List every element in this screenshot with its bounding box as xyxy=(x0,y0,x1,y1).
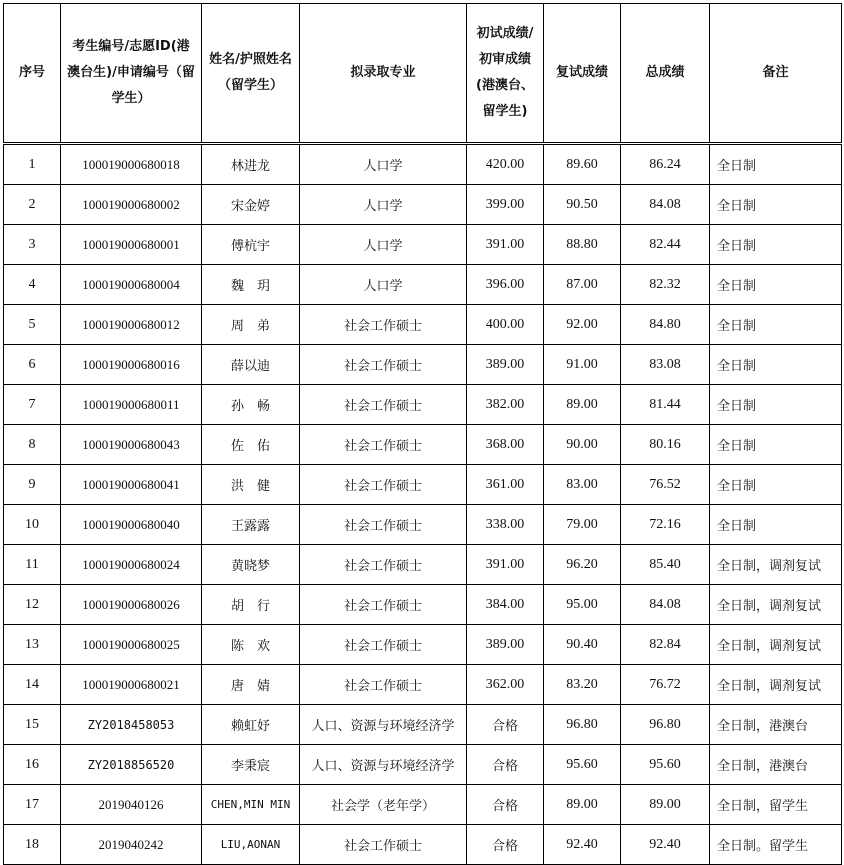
cell-seq: 6 xyxy=(4,345,61,385)
cell-seq: 9 xyxy=(4,465,61,505)
cell-name: 胡 行 xyxy=(202,585,300,625)
header-name: 姓名/护照姓名（留学生） xyxy=(202,4,300,144)
cell-name: 薛以迪 xyxy=(202,345,300,385)
cell-name: 唐 婧 xyxy=(202,665,300,705)
table-row xyxy=(4,785,842,825)
cell-major: 社会工作硕士 xyxy=(300,465,467,505)
cell-name: 魏 玥 xyxy=(202,265,300,305)
cell-name: 佐 佑 xyxy=(202,425,300,465)
cell-retest-score: 95.00 xyxy=(544,585,621,625)
cell-name: 傅杭宇 xyxy=(202,225,300,265)
cell-total-score: 80.16 xyxy=(621,425,710,465)
cell-candidate-id: 100019000680040 xyxy=(61,505,202,545)
cell-retest-score: 90.50 xyxy=(544,185,621,225)
header-total-score: 总成绩 xyxy=(621,4,710,144)
cell-candidate-id: 100019000680012 xyxy=(61,305,202,345)
cell-candidate-id: 100019000680025 xyxy=(61,625,202,665)
cell-remark: 全日制，调剂复试 xyxy=(710,545,842,585)
cell-name: 黄晓梦 xyxy=(202,545,300,585)
cell-retest-score: 79.00 xyxy=(544,505,621,545)
cell-candidate-id: 100019000680018 xyxy=(61,144,202,185)
cell-initial-score: 391.00 xyxy=(467,545,544,585)
table-row xyxy=(4,745,842,785)
table-row xyxy=(4,425,842,465)
cell-major: 人口学 xyxy=(300,265,467,305)
cell-candidate-id: 100019000680001 xyxy=(61,225,202,265)
cell-total-score: 81.44 xyxy=(621,385,710,425)
cell-total-score: 84.08 xyxy=(621,585,710,625)
cell-remark: 全日制 xyxy=(710,345,842,385)
cell-retest-score: 90.40 xyxy=(544,625,621,665)
cell-total-score: 92.40 xyxy=(621,825,710,865)
admission-table xyxy=(3,3,842,865)
cell-major: 社会学（老年学） xyxy=(300,785,467,825)
cell-total-score: 96.80 xyxy=(621,705,710,745)
cell-candidate-id: 100019000680043 xyxy=(61,425,202,465)
cell-retest-score: 87.00 xyxy=(544,265,621,305)
cell-retest-score: 83.20 xyxy=(544,665,621,705)
cell-major: 社会工作硕士 xyxy=(300,385,467,425)
cell-major: 人口、资源与环境经济学 xyxy=(300,705,467,745)
cell-total-score: 76.52 xyxy=(621,465,710,505)
cell-major: 社会工作硕士 xyxy=(300,665,467,705)
cell-remark: 全日制 xyxy=(710,305,842,345)
cell-initial-score: 384.00 xyxy=(467,585,544,625)
cell-remark: 全日制。留学生 xyxy=(710,825,842,865)
cell-major: 社会工作硕士 xyxy=(300,345,467,385)
cell-name: 陈 欢 xyxy=(202,625,300,665)
cell-candidate-id: 100019000680011 xyxy=(61,385,202,425)
header-initial-score: 初试成绩/初审成绩(港澳台、留学生) xyxy=(467,4,544,144)
cell-remark: 全日制，港澳台 xyxy=(710,745,842,785)
table-row xyxy=(4,185,842,225)
cell-remark: 全日制 xyxy=(710,185,842,225)
cell-initial-score: 合格 xyxy=(467,705,544,745)
header-remark: 备注 xyxy=(710,4,842,144)
cell-remark: 全日制 xyxy=(710,505,842,545)
cell-seq: 18 xyxy=(4,825,61,865)
cell-initial-score: 合格 xyxy=(467,825,544,865)
cell-seq: 16 xyxy=(4,745,61,785)
table-row xyxy=(4,825,842,865)
cell-seq: 11 xyxy=(4,545,61,585)
table-row xyxy=(4,545,842,585)
header-retest-score: 复试成绩 xyxy=(544,4,621,144)
cell-initial-score: 368.00 xyxy=(467,425,544,465)
cell-name: 孙 畅 xyxy=(202,385,300,425)
cell-name: 王露露 xyxy=(202,505,300,545)
cell-remark: 全日制 xyxy=(710,425,842,465)
cell-initial-score: 382.00 xyxy=(467,385,544,425)
table-row xyxy=(4,505,842,545)
cell-seq: 4 xyxy=(4,265,61,305)
cell-retest-score: 90.00 xyxy=(544,425,621,465)
cell-seq: 15 xyxy=(4,705,61,745)
cell-retest-score: 88.80 xyxy=(544,225,621,265)
header-major: 拟录取专业 xyxy=(300,4,467,144)
cell-seq: 17 xyxy=(4,785,61,825)
cell-total-score: 84.80 xyxy=(621,305,710,345)
cell-total-score: 89.00 xyxy=(621,785,710,825)
cell-initial-score: 389.00 xyxy=(467,625,544,665)
cell-retest-score: 89.00 xyxy=(544,785,621,825)
cell-seq: 2 xyxy=(4,185,61,225)
cell-retest-score: 92.00 xyxy=(544,305,621,345)
cell-remark: 全日制 xyxy=(710,225,842,265)
cell-major: 社会工作硕士 xyxy=(300,425,467,465)
cell-candidate-id: 2019040242 xyxy=(61,825,202,865)
cell-seq: 13 xyxy=(4,625,61,665)
cell-major: 社会工作硕士 xyxy=(300,625,467,665)
cell-retest-score: 89.00 xyxy=(544,385,621,425)
cell-name: 李秉宸 xyxy=(202,745,300,785)
cell-name: CHEN,MIN MIN xyxy=(202,785,300,825)
cell-major: 人口学 xyxy=(300,144,467,185)
cell-retest-score: 96.20 xyxy=(544,545,621,585)
table-row xyxy=(4,705,842,745)
cell-total-score: 84.08 xyxy=(621,185,710,225)
cell-major: 人口学 xyxy=(300,185,467,225)
cell-initial-score: 391.00 xyxy=(467,225,544,265)
cell-name: 赖虹妤 xyxy=(202,705,300,745)
table-row xyxy=(4,265,842,305)
table-row xyxy=(4,585,842,625)
cell-candidate-id: 100019000680024 xyxy=(61,545,202,585)
header-seq: 序号 xyxy=(4,4,61,144)
cell-remark: 全日制 xyxy=(710,144,842,185)
cell-major: 人口、资源与环境经济学 xyxy=(300,745,467,785)
cell-name: 洪 健 xyxy=(202,465,300,505)
table-row xyxy=(4,144,842,185)
cell-major: 人口学 xyxy=(300,225,467,265)
cell-remark: 全日制 xyxy=(710,385,842,425)
cell-remark: 全日制 xyxy=(710,465,842,505)
cell-total-score: 76.72 xyxy=(621,665,710,705)
cell-remark: 全日制，港澳台 xyxy=(710,705,842,745)
cell-name: 宋金婷 xyxy=(202,185,300,225)
cell-candidate-id: 100019000680041 xyxy=(61,465,202,505)
cell-major: 社会工作硕士 xyxy=(300,585,467,625)
cell-retest-score: 91.00 xyxy=(544,345,621,385)
cell-initial-score: 合格 xyxy=(467,745,544,785)
cell-retest-score: 83.00 xyxy=(544,465,621,505)
table-row xyxy=(4,665,842,705)
cell-seq: 7 xyxy=(4,385,61,425)
cell-seq: 3 xyxy=(4,225,61,265)
cell-remark: 全日制，调剂复试 xyxy=(710,665,842,705)
cell-name: LIU,AONAN xyxy=(202,825,300,865)
cell-seq: 12 xyxy=(4,585,61,625)
cell-seq: 8 xyxy=(4,425,61,465)
cell-retest-score: 96.80 xyxy=(544,705,621,745)
cell-total-score: 82.32 xyxy=(621,265,710,305)
table-row xyxy=(4,625,842,665)
cell-remark: 全日制，留学生 xyxy=(710,785,842,825)
cell-initial-score: 420.00 xyxy=(467,144,544,185)
table-row xyxy=(4,345,842,385)
table-row xyxy=(4,305,842,345)
cell-initial-score: 362.00 xyxy=(467,665,544,705)
header-row xyxy=(4,4,842,144)
cell-initial-score: 399.00 xyxy=(467,185,544,225)
cell-initial-score: 361.00 xyxy=(467,465,544,505)
cell-initial-score: 400.00 xyxy=(467,305,544,345)
cell-seq: 5 xyxy=(4,305,61,345)
table-row xyxy=(4,225,842,265)
cell-retest-score: 95.60 xyxy=(544,745,621,785)
cell-candidate-id: 2019040126 xyxy=(61,785,202,825)
cell-total-score: 95.60 xyxy=(621,745,710,785)
cell-total-score: 86.24 xyxy=(621,144,710,185)
cell-retest-score: 89.60 xyxy=(544,144,621,185)
cell-candidate-id: ZY2018856520 xyxy=(61,745,202,785)
cell-total-score: 72.16 xyxy=(621,505,710,545)
cell-remark: 全日制 xyxy=(710,265,842,305)
cell-initial-score: 389.00 xyxy=(467,345,544,385)
cell-seq: 14 xyxy=(4,665,61,705)
cell-seq: 10 xyxy=(4,505,61,545)
table-row xyxy=(4,465,842,505)
cell-major: 社会工作硕士 xyxy=(300,305,467,345)
header-candidate-id: 考生编号/志愿ID(港澳台生)/申请编号（留学生） xyxy=(61,4,202,144)
cell-initial-score: 338.00 xyxy=(467,505,544,545)
cell-total-score: 83.08 xyxy=(621,345,710,385)
cell-candidate-id: 100019000680002 xyxy=(61,185,202,225)
cell-initial-score: 合格 xyxy=(467,785,544,825)
cell-name: 林进龙 xyxy=(202,144,300,185)
cell-major: 社会工作硕士 xyxy=(300,545,467,585)
cell-remark: 全日制，调剂复试 xyxy=(710,625,842,665)
cell-candidate-id: 100019000680016 xyxy=(61,345,202,385)
cell-candidate-id: 100019000680026 xyxy=(61,585,202,625)
cell-total-score: 82.84 xyxy=(621,625,710,665)
cell-seq: 1 xyxy=(4,144,61,185)
cell-candidate-id: ZY2018458053 xyxy=(61,705,202,745)
cell-major: 社会工作硕士 xyxy=(300,825,467,865)
cell-candidate-id: 100019000680021 xyxy=(61,665,202,705)
cell-initial-score: 396.00 xyxy=(467,265,544,305)
cell-remark: 全日制，调剂复试 xyxy=(710,585,842,625)
cell-total-score: 82.44 xyxy=(621,225,710,265)
cell-candidate-id: 100019000680004 xyxy=(61,265,202,305)
cell-name: 周 弟 xyxy=(202,305,300,345)
table-row xyxy=(4,385,842,425)
cell-major: 社会工作硕士 xyxy=(300,505,467,545)
cell-retest-score: 92.40 xyxy=(544,825,621,865)
cell-total-score: 85.40 xyxy=(621,545,710,585)
